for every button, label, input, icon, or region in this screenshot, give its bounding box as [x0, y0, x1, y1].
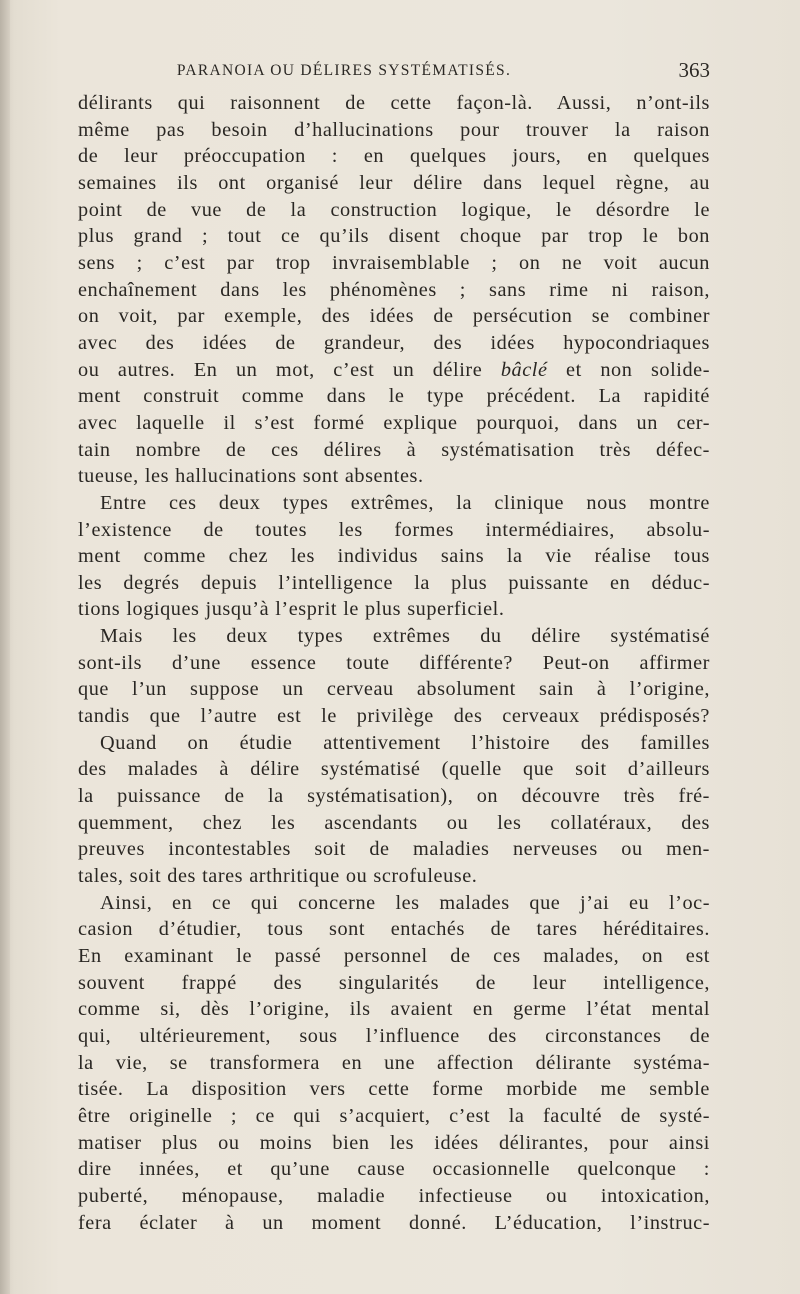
- running-title: PARANOIA OU DÉLIRES SYSTÉMATISÉS.: [176, 62, 512, 79]
- text-line: avec des idées de grandeur, des idées hypocondriaques: [78, 331, 710, 354]
- paragraph-first-line: Mais les deux types extrêmes du délire systématisé: [100, 625, 710, 648]
- text-line: avec laquelle il s’est formé explique pourquoi, dans un cer-: [78, 411, 710, 434]
- text-line: tain nombre de ces délires à systématisation très défec-: [78, 438, 710, 461]
- text-line: casion d’étudier, tous sont entachés de tares héréditaires.: [78, 918, 710, 941]
- text-line: des malades à délire systématisé (quelle que soit d’ailleurs: [78, 758, 710, 781]
- italic-word: bâclé: [500, 358, 548, 381]
- text-line: les degrés depuis l’intelligence la plus puissante en déduc-: [78, 571, 710, 594]
- text-line: enchaînement dans les phénomènes ; sans rime ni raison,: [78, 278, 710, 301]
- body-text: [78, 90, 710, 1236]
- text-line: sens ; c’est par trop invraisemblable ; on ne voit aucun: [78, 251, 710, 274]
- text-line: délirants qui raisonnent de cette façon-là. Aussi, n’ont-ils: [78, 92, 710, 114]
- text-line: tandis que l’autre est le privilège des cerveaux prédisposés?: [78, 705, 710, 728]
- text-line: En examinant le passé personnel de ces malades, on est: [78, 945, 710, 967]
- running-head: [78, 58, 710, 88]
- text-line: l’existence de toutes les formes intermédiaires, absolu-: [78, 518, 710, 541]
- text-line: fera éclater à un moment donné. L’éducation, l’instruc-: [78, 1211, 710, 1234]
- text-line: la vie, se transformera en une affection délirante systéma-: [78, 1051, 710, 1074]
- paragraph-first-line: Ainsi, en ce qui concerne les malades que j’ai eu l’oc-: [100, 891, 710, 914]
- text-line: quemment, chez les ascendants ou les collatéraux, des: [78, 811, 710, 834]
- text-line: que l’un suppose un cerveau absolument sain à l’origine,: [78, 678, 710, 701]
- text-line: preuves incontestables soit de maladies nerveuses ou men-: [78, 838, 710, 861]
- text-line: souvent frappé des singularités de leur intelligence,: [78, 971, 710, 994]
- paragraph-first-line: Quand on étudie attentivement l’histoire des familles: [100, 731, 710, 754]
- text-line: plus grand ; tout ce qu’ils disent choque par trop le bon: [78, 225, 710, 248]
- text-line: la puissance de la systématisation), on découvre très fré-: [78, 785, 710, 808]
- text-line: de leur préoccupation : en quelques jours, en quelques: [78, 145, 710, 168]
- text-line: sont-ils d’une essence toute différente? Peut-on affirmer: [78, 651, 710, 674]
- text-line: tisée. La disposition vers cette forme morbide me semble: [78, 1078, 710, 1101]
- text-line: semaines ils ont organisé leur délire dans lequel règne, au: [78, 171, 710, 194]
- text-line: matiser plus ou moins bien les idées délirantes, pour ainsi: [78, 1131, 710, 1154]
- paragraph-first-line: Entre ces deux types extrêmes, la clinique nous montre: [100, 491, 710, 514]
- text-line: tales, soit des tares arthritique ou scrofuleuse.: [78, 865, 478, 888]
- text-line: même pas besoin d’hallucinations pour trouver la raison: [78, 118, 710, 141]
- text-line: ment comme chez les individus sains la vie réalise tous: [78, 545, 710, 568]
- text-line: on voit, par exemple, des idées de persécution se combiner: [78, 305, 710, 328]
- text-line: tions logiques jusqu’à l’esprit le plus superficiel.: [78, 598, 505, 621]
- text-line: point de vue de la construction logique, le désordre le: [78, 198, 710, 221]
- text-line: ou autres. En un mot, c’est un délire bâclé et non solide-: [78, 358, 711, 381]
- page-number: 363: [678, 58, 710, 82]
- text-line: qui, ultérieurement, sous l’influence des circonstances de: [78, 1024, 710, 1047]
- text-line: dire innées, et qu’une cause occasionnelle quelconque :: [78, 1158, 710, 1181]
- binding-edge: [0, 0, 10, 1294]
- text-line: comme si, dès l’origine, ils avaient en germe l’état mental: [78, 998, 710, 1021]
- text-line: puberté, ménopause, maladie infectieuse ou intoxication,: [78, 1184, 710, 1207]
- text-line: ment construit comme dans le type précédent. La rapidité: [78, 385, 710, 408]
- text-line: être originelle ; ce qui s’acquiert, c’est la faculté de systé-: [78, 1104, 710, 1127]
- text-line: tueuse, les hallucinations sont absentes.: [78, 465, 424, 488]
